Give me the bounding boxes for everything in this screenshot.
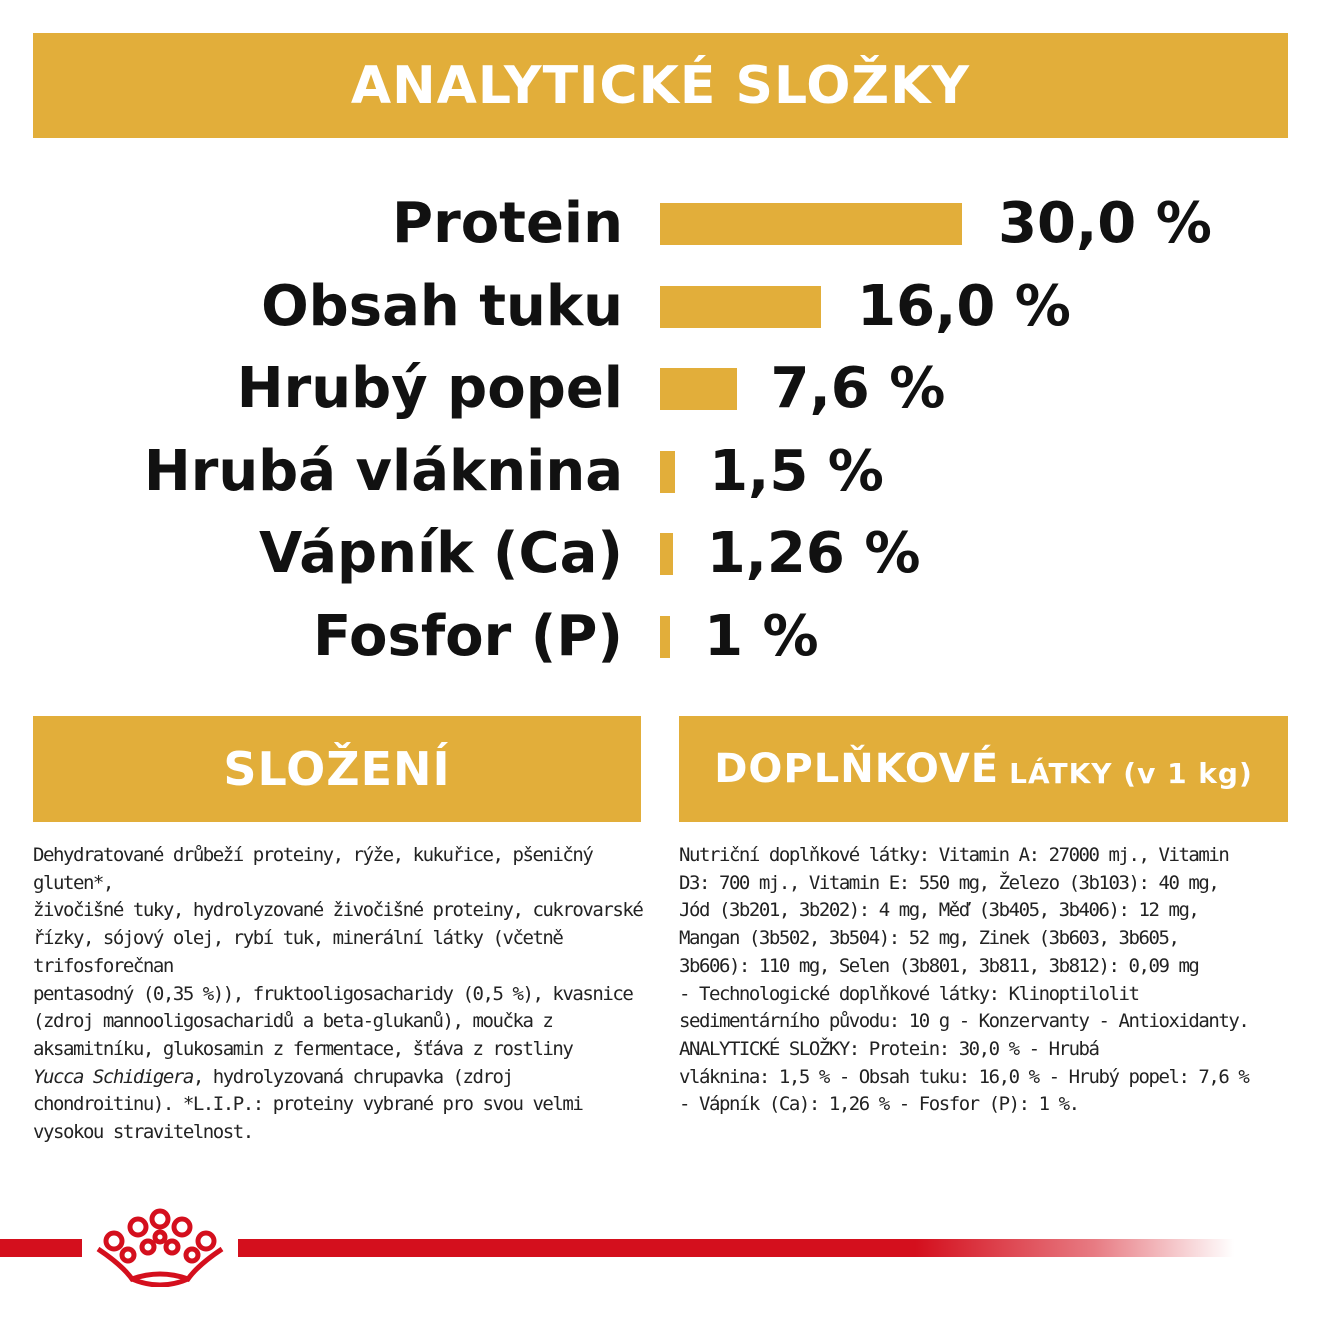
- chart-category-label: Hrubý popel: [236, 356, 623, 422]
- additives-title-small: LÁTKY (v 1 kg): [1009, 756, 1253, 790]
- footer-red-line-left: [0, 1239, 82, 1257]
- chart-bar: [660, 203, 962, 245]
- chart-value-label: 1,5 %: [709, 438, 884, 504]
- additives-banner: [679, 716, 1288, 822]
- chart-bar: [660, 286, 821, 328]
- chart-value-label: 1,26 %: [706, 521, 921, 587]
- analytical-components-title: ANALYTICKÉ SLOŽKY: [350, 55, 971, 116]
- chart-category-label: Vápník (Ca): [258, 521, 623, 587]
- chart-category-label: Fosfor (P): [313, 604, 623, 669]
- chart-category-label: Protein: [392, 191, 623, 256]
- chart-bar: [660, 616, 670, 658]
- royal-canin-crown-icon: [92, 1205, 228, 1287]
- additives-text: Nutriční doplňkové látky: Vitamin A: 27000 mj., Vitamin D3: 700 mj., Vitamin E: 550 mg, Železo (3b103): 40 mg, Jód (3b201, 3b202): 4 mg, Měď (3b405, 3b406): 12 mg, Mangan (3b502, 3b504): 52 mg, Zinek (3b603, 3b605, 3b606): 110 mg, Selen (3b801, 3b811, 3b812): 0,09 mg - Technologické doplňkové látky: Klinoptilolit sedimentárního původu: 10 g - Konzervanty - Antioxidanty. ANALYTICKÉ SLOŽKY: Protein: 30,0 % - Hrubá vláknina: 1,5 % - Obsah tuku: 16,0 % - Hrubý popel: 7,6 % - Vápník (Ca): 1,26 % - Fosfor (P): 1 %.: [679, 844, 1249, 1116]
- chart-bar: [660, 451, 675, 493]
- chart-value-label: 1 %: [704, 604, 819, 669]
- composition-text: [33, 842, 645, 1147]
- chart-category-label: Obsah tuku: [261, 273, 623, 339]
- composition-text-part1: Dehydratované drůbeží proteiny, rýže, kukuřice, pšeničný gluten*, živočišné tuky, hydrolyzované živočišné proteiny, cukrovarské řízky, sójový olej, rybí tuk, minerální látky (včetně trifosforečnan pentasodný (0,35 %)), fruktooligosacharidy (0,5 %), kvasnice (zdroj mannooligosacharidů a beta-glukanů), moučka z aksamitníku, glukosamin z fermentace, šťáva z rostliny: [33, 844, 643, 1060]
- composition-text-italic: Yucca Schidigera: [33, 1065, 193, 1088]
- chart-value-label: 30,0 %: [998, 191, 1212, 256]
- composition-banner: [33, 716, 641, 822]
- chart-bar: [660, 533, 673, 575]
- chart-value-label: 16,0 %: [857, 273, 1071, 339]
- analytical-components-banner: [33, 33, 1288, 138]
- chart-bar: [660, 368, 737, 410]
- footer-red-line-right: [238, 1239, 1234, 1257]
- composition-text-part2: , hydrolyzovaná chrupavka (zdroj chondroitinu). *L.I.P.: proteiny vybrané pro svou velmi vysokou stravitelnost.: [33, 1065, 583, 1144]
- chart-value-label: 7,6 %: [770, 356, 946, 422]
- composition-title: SLOŽENÍ: [223, 742, 451, 796]
- chart-category-label: Hrubá vláknina: [143, 438, 623, 504]
- additives-title-main: DOPLŇKOVÉ: [714, 746, 1000, 792]
